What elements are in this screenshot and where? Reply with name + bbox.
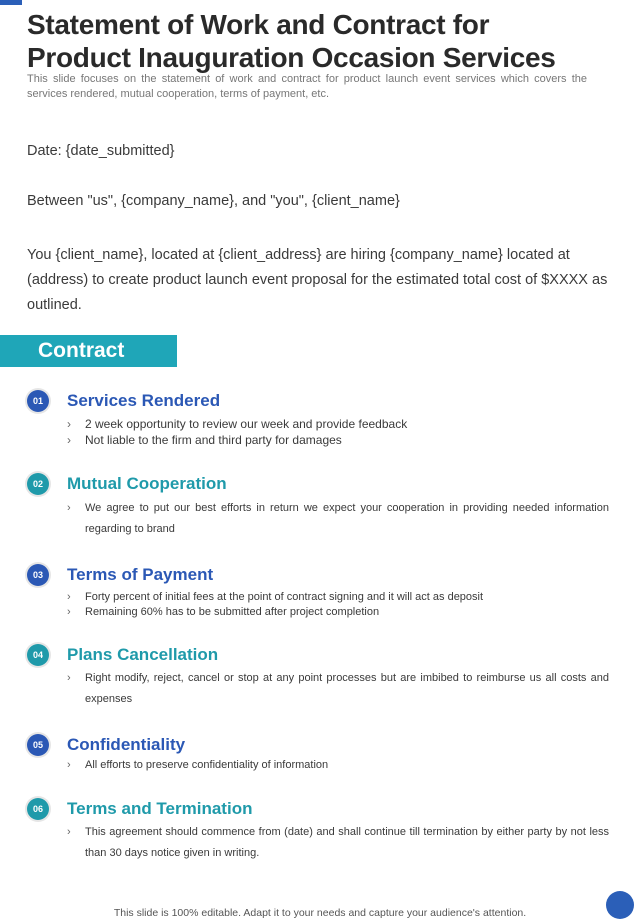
chevron-right-icon: › [67, 606, 71, 618]
title-line-2: Product Inauguration Occasion Services [27, 42, 556, 73]
date-line: Date: {date_submitted} [27, 143, 175, 159]
chevron-right-icon: › [67, 826, 71, 838]
chevron-right-icon: › [67, 672, 71, 684]
chevron-right-icon: › [67, 417, 71, 431]
contract-heading: Contract [38, 339, 125, 362]
list-item [67, 432, 609, 448]
list-item [67, 757, 609, 773]
page-title [27, 8, 627, 74]
corner-accent [0, 0, 22, 5]
corner-circle-decoration [606, 891, 634, 919]
list-item [67, 605, 609, 620]
bullet-list [67, 590, 609, 620]
chevron-right-icon: › [67, 433, 71, 447]
section-title: Mutual Cooperation [67, 474, 227, 493]
list-item [67, 416, 609, 432]
parties-line: Between "us", {company_name}, and "you", {client_name} [27, 193, 400, 209]
bullet-text: All efforts to preserve confidentiality of information [85, 759, 329, 771]
bullet-list [67, 757, 609, 773]
bullet-list [67, 416, 609, 448]
list-item [67, 822, 609, 864]
list-item [67, 590, 609, 605]
list-item [67, 498, 609, 540]
section-number-badge: 06 [27, 798, 49, 820]
bullet-list [67, 498, 609, 540]
title-line-1: Statement of Work and Contract for [27, 9, 490, 40]
bullet-text: This agreement should commence from (date) and shall continue till termination by either party by not less than 30 days notice given in writing. [85, 826, 609, 859]
section-title: Terms of Payment [67, 565, 214, 584]
bullet-text: 2 week opportunity to review our week and provide feedback [85, 417, 408, 431]
section-title: Terms and Termination [67, 799, 253, 818]
chevron-right-icon: › [67, 591, 71, 603]
intro-paragraph: You {client_name}, located at {client_address} are hiring {company_name} located at (address) to create product launch event proposal for the estimated total cost of $XXXX as outlined. [27, 247, 608, 313]
bullet-text: We agree to put our best efforts in return we expect your cooperation in providing needed information regarding to brand [85, 502, 609, 535]
page-subtitle: This slide focuses on the statement of work and contract for product launch event services which covers the services rendered, mutual cooperation, terms of payment, etc. [27, 73, 587, 100]
bullet-list [67, 668, 609, 710]
bullet-text: Not liable to the firm and third party for damages [85, 433, 342, 447]
bullet-text: Remaining 60% has to be submitted after project completion [85, 606, 380, 618]
section-number-badge: 04 [27, 644, 49, 666]
section-number-badge: 01 [27, 390, 49, 412]
list-item [67, 668, 609, 710]
section-title: Plans Cancellation [67, 645, 219, 664]
bullet-list [67, 822, 609, 864]
section-title: Services Rendered [67, 391, 221, 410]
section-title: Confidentiality [67, 735, 186, 754]
section-number-badge: 05 [27, 734, 49, 756]
bullet-text: Right modify, reject, cancel or stop at any point processes but are imbibed to reimburse us all costs and expenses [85, 672, 609, 705]
chevron-right-icon: › [67, 502, 71, 514]
section-number-badge: 02 [27, 473, 49, 495]
chevron-right-icon: › [67, 759, 71, 771]
bullet-text: Forty percent of initial fees at the point of contract signing and it will act as deposit [85, 591, 484, 603]
section-number-badge: 03 [27, 564, 49, 586]
contract-banner [0, 335, 177, 367]
footer-note: This slide is 100% editable. Adapt it to your needs and capture your audience's attention. [113, 907, 527, 919]
